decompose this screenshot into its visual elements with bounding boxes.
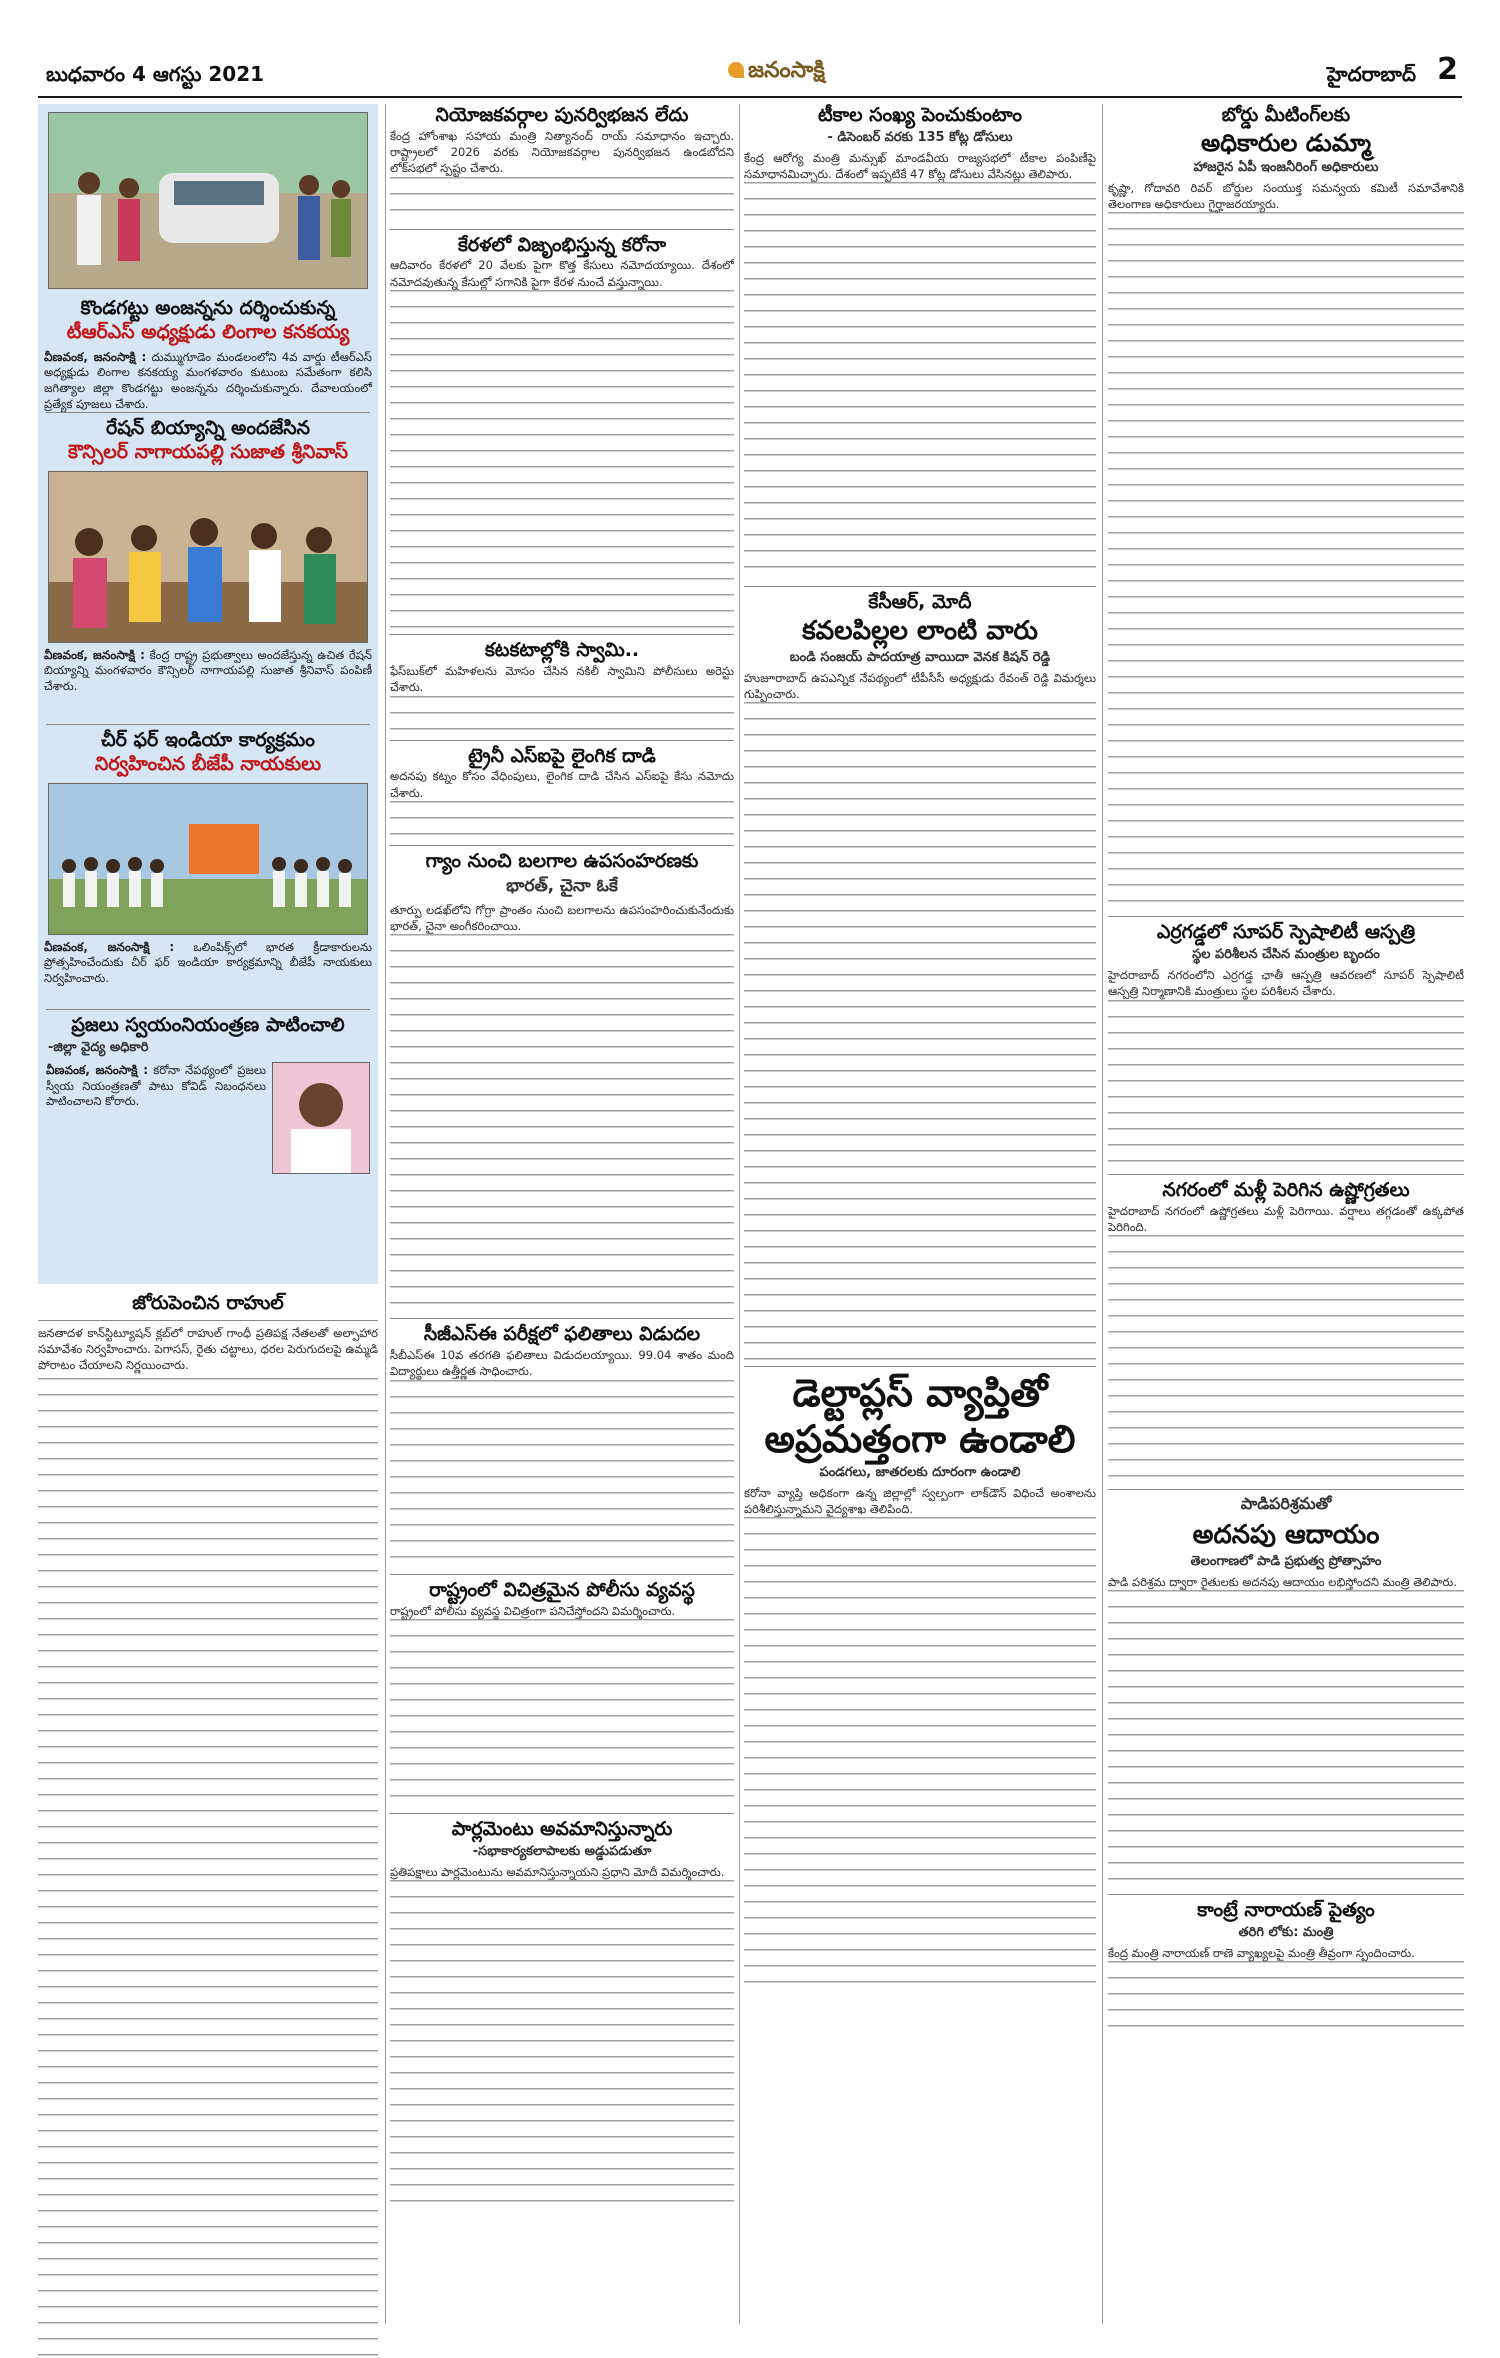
story-2-body	[44, 647, 372, 696]
story-2-dateline: వీణవంక, జనంసాక్షి :	[44, 647, 145, 662]
delta-plus-text: కరోనా వ్యాప్తి అధికంగా ఉన్న జిల్లాల్లో స్వల్పంగా లాక్‌డౌన్ విధించే అంశాలను పరిశీలిస్తున్నామని వైద్యశాఖ తెలిపింది.	[744, 1485, 1096, 1516]
kerala-corona-body	[390, 290, 734, 630]
gogra-text: తూర్పు లడఖ్‌లోని గోగ్రా ప్రాంతం నుంచి బలగాలను ఉపసంహరించుకునేందుకు భారత్, చైనా అంగీకరించాయి.	[390, 902, 734, 934]
story-4-portrait	[272, 1062, 370, 1174]
photo-ration-distribution	[49, 472, 367, 642]
delimitation-body	[390, 177, 734, 225]
kcr-modi-headline: కేసీఆర్, మోదీ	[868, 591, 972, 614]
page-number: 2	[1437, 52, 1458, 87]
delta-plus-subhead: పండగలు, జాతరలకు దూరంగా ఉండాలి	[819, 1464, 1021, 1480]
column-2	[390, 104, 734, 2210]
story-3-headline: చీర్ ఫర్ ఇండియా కార్యక్రమం	[101, 729, 315, 751]
gogra-subhead: భారత్, చైనా ఓకే	[506, 875, 618, 896]
cbse-headline: సీజీఎస్‌ఈ పరీక్షలో ఫలితాలు విడుదల	[423, 1323, 701, 1346]
rahul-body-text	[38, 1378, 378, 2358]
parliament-headline: పార్లమెంటు అవమానిస్తున్నారు	[451, 1817, 673, 1840]
story-3-dateline: వీణవంక, జనంసాక్షి :	[44, 939, 175, 954]
parliament-body	[390, 1880, 734, 2210]
kcr-modi-text: హుజూరాబాద్ ఉపఎన్నిక నేపథ్యంలో టీపీసీసీ అధ్యక్షుడు రేవంత్ రెడ్డి విమర్శలు గుప్పించారు.	[744, 670, 1096, 701]
story-4	[38, 1009, 378, 1174]
delimitation-headline: నియోజకవర్గాల పునర్విభజన లేదు	[435, 104, 689, 126]
portrait-photo	[273, 1063, 369, 1173]
board-meeting-headline: బోర్డు మీటింగ్‌లకు	[1221, 104, 1351, 126]
story-2-headline: రేషన్ బియ్యాన్ని అందజేసిన	[106, 417, 310, 439]
kerala-corona-text: ఆదివారం కేరళలో 20 వేలకు పైగా కొత్త కేసులు నమోదయ్యాయి. దేశంలో నమోదవుతున్న కేసుల్లో సగానికి పైగా కేరళ నుంచే వస్తున్నాయి.	[390, 258, 734, 289]
story-1-headline: కొండగట్టు అంజన్నను దర్శించుకున్న	[80, 297, 336, 319]
dairy-subhead: తెలంగాణలో పాడి ప్రభుత్వ ప్రోత్సాహం	[1190, 1553, 1382, 1569]
story-1	[38, 112, 378, 417]
story-1-body	[44, 349, 372, 413]
story-2-headline-2: కౌన్సిలర్ నాగాయపల్లి సుజాత శ్రీనివాస్	[67, 440, 349, 463]
parliament-subhead: -సభాకార్యకలాపాలకు అడ్డుపడుతూ	[472, 1843, 652, 1859]
rahul-story	[38, 1292, 378, 2358]
story-3-headline-2: నిర్వహించిన బీజేపీ నాయకులు	[94, 752, 322, 775]
police-system-headline: రాష్ట్రంలో విచిత్రమైన పోలీసు వ్యవస్థ	[429, 1578, 695, 1601]
newspaper-logo	[728, 58, 825, 88]
temperature-headline: నగరంలో మళ్లీ పెరిగిన ఉష్ణోగ్రతలు	[1162, 1178, 1410, 1201]
story-1-dateline: వీణవంక, జనంసాక్షి :	[44, 349, 147, 364]
story-2-text: కేంద్ర రాష్ట్ర ప్రభుత్వాలు అందజేస్తున్న ఉచిత రేషన్ బియ్యాన్ని మంగళవారం కౌన్సిలర్ నాగాయపల్లి సుజాత శ్రీనివాస్ పంపిణీ చేశారు.	[44, 647, 372, 694]
kerala-corona-headline: కేరళలో విజృంభిస్తున్న కరోనా	[458, 233, 666, 256]
delta-plus-headline: డెల్టాప్లస్ వ్యాప్తితో	[792, 1371, 1048, 1416]
swami-text: ఫేస్‌బుక్‌లో మహిళలను మోసం చేసిన నకిలీ స్వామిని పోలీసులు అరెస్టు చేశారు.	[390, 663, 734, 695]
story-3	[38, 724, 378, 991]
rane-subhead: తరిగి లోకు: మంత్రి	[1238, 1924, 1334, 1940]
cbse-text: సీబీఎస్‌ఈ 10వ తరగతి ఫలితాలు విడుదలయ్యాయి. 99.04 శాతం మంది విద్యార్థులు ఉత్తీర్ణత సాధించారు.	[390, 1348, 734, 1379]
rahul-headline: జోరుపెంచిన రాహుల్	[132, 1292, 284, 1314]
rane-text: కేంద్ర మంత్రి నారాయణ్ రాణె వ్యాఖ్యలపై మంత్రి తీవ్రంగా స్పందించారు.	[1108, 1945, 1415, 1960]
rahul-text: జనతాదళ కాన్‌స్టిట్యూషన్ క్లబ్‌లో రాహుల్ గాంధీ ప్రతిపక్ష నేతలతో అల్పాహార సమావేశం నిర్వహించారు. పెగాసస్, రైతు చట్టాలు, ధరల పెరుగుదలపై ఉమ్మడి పోరాటం చేయాలని నిర్ణయించారు.	[38, 1325, 378, 1373]
story-4-subhead: -జిల్లా వైద్య అధికారి	[48, 1039, 149, 1055]
sidebar-column	[38, 104, 378, 1284]
gogra-body	[390, 934, 734, 1314]
dairy-text: పాడి పరిశ్రమ ద్వారా రైతులకు అదనపు ఆదాయం లభిస్తోందని మంత్రి తెలిపారు.	[1108, 1574, 1457, 1589]
delta-plus-headline-2: అప్రమత్తంగా ఉండాలి	[764, 1416, 1076, 1461]
gogra-headline: గ్యాం నుంచి బలగాల ఉపసంహరణకు	[425, 849, 699, 872]
story-1-photo	[48, 112, 368, 289]
dairy-body	[1108, 1590, 1464, 1890]
vaccine-text: కేంద్ర ఆరోగ్య మంత్రి మన్సుఖ్ మాండవీయ రాజ్యసభలో టీకాల పంపిణీపై సమాధానమిచ్చారు. దేశంలో ఇప్పటికే 47 కోట్ల డోసులు వేసినట్లు తెలిపారు.	[744, 150, 1096, 182]
story-2	[38, 412, 378, 699]
masthead	[38, 52, 1462, 98]
board-meeting-subhead: హాజరైన ఏపీ ఇంజనీరింగ్ అధికారులు	[1193, 159, 1379, 175]
story-1-text: దుమ్ముగూడెం మండలంలోని 4వ వార్డు టీఆర్‌ఎస్ అధ్యక్షుడు లింగాల కనకయ్య మంగళవారం కుటుంబ సమేతంగా కలిసి జగిత్యాల జిల్లా కొండగట్టు అంజన్నను దర్శించుకున్నారు. దేవాలయంలో ప్రత్యేక పూజలు చేశారు.	[44, 349, 372, 412]
delimitation-text: కేంద్ర హోంశాఖ సహాయ మంత్రి నిత్యానంద్ రాయ్ సమాధానం ఇచ్చారు. రాష్ట్రాలలో 2026 వరకు నియోజకవర్గాల పునర్విభజన ఉండబోదని లోక్‌సభలో స్పష్టం చేశారు.	[390, 128, 734, 176]
story-1-headline-2: టీఆర్‌ఎస్ అధ్యక్షుడు లింగాల కనకయ్య	[66, 320, 350, 343]
cbse-body	[390, 1380, 734, 1570]
issue-date: బుధవారం 4 ఆగస్టు 2021	[46, 62, 265, 86]
board-meeting-text: కృష్ణా, గోదావరి రివర్ బోర్డుల సంయుక్త సమన్వయ కమిటీ సమావేశానికి తెలంగాణ అధికారులు గైర్హాజరయ్యారు.	[1108, 180, 1464, 212]
column-divider	[1102, 104, 1103, 2324]
trainee-si-headline: ట్రైనీ ఎస్‌ఐపై లైంగిక దాడి	[468, 744, 656, 767]
kcr-modi-subhead: బండి సంజయ్ పాదయాత్ర వాయిదా వెనక కిషన్ రెడ్డి	[789, 649, 1051, 665]
dairy-kicker: పాడిపరిశ్రమతో	[1240, 1494, 1332, 1514]
column-3	[744, 104, 1096, 1987]
police-system-body	[390, 1619, 734, 1809]
story-3-photo	[48, 783, 368, 935]
logo-text: జనంసాక్షి	[748, 58, 825, 83]
parliament-text: ప్రతిపక్షాలు పార్లమెంటును అవమానిస్తున్నాయని ప్రధాని మోదీ విమర్శించారు.	[390, 1864, 725, 1879]
erragadda-text: హైదరాబాద్ నగరంలోని ఎర్రగడ్డ ఛాతీ ఆస్పత్రి ఆవరణలో సూపర్ స్పెషాలిటీ ఆస్పత్రి నిర్మాణానికి మంత్రులు స్థల పరిశీలన చేశారు.	[1108, 968, 1464, 999]
story-4-headline: ప్రజలు స్వయంనియంత్రణ పాటించాలి	[71, 1014, 345, 1036]
kcr-modi-headline-2: కవలపిల్లల లాంటి వారు	[802, 616, 1038, 647]
photo-group-banner	[49, 784, 367, 934]
police-system-text: రాష్ట్రంలో పోలీసు వ్యవస్థ విచిత్రంగా పనిచేస్తోందని విమర్శించారు.	[390, 1603, 676, 1618]
erragadda-subhead: స్థల పరిశీలన చేసిన మంత్రుల బృందం	[1192, 947, 1380, 963]
erragadda-headline: ఎర్రగడ్డలో సూపర్ స్పెషాలిటీ ఆస్పత్రి	[1156, 921, 1416, 944]
rane-headline: కాంట్రే నారాయణ్ పైత్యం	[1197, 1899, 1375, 1922]
board-meeting-body	[1108, 212, 1464, 912]
photo-people-car	[49, 113, 367, 288]
vaccine-headline: టీకాల సంఖ్య పెంచుకుంటాం	[817, 104, 1023, 126]
delta-plus-body	[744, 1517, 1096, 1987]
erragadda-body	[1108, 1000, 1464, 1170]
dairy-headline: అదనపు ఆదాయం	[1192, 1520, 1380, 1551]
trainee-si-body	[390, 801, 734, 841]
story-3-body	[44, 939, 372, 988]
story-4-dateline: వీణవంక, జనంసాక్షి :	[46, 1062, 149, 1077]
flame-icon	[728, 62, 744, 78]
story-2-photo	[48, 471, 368, 643]
board-meeting-headline-2: అధికారుల డుమ్మా	[1200, 128, 1372, 157]
column-4	[1108, 104, 1464, 2041]
swami-headline: కటకటాల్లోకి స్వామి..	[484, 639, 640, 662]
temperature-text: హైదరాబాద్ నగరంలో ఉష్ణోగ్రతలు మళ్లీ పెరిగాయి. వర్షాలు తగ్గడంతో ఉక్కపోత పెరిగింది.	[1108, 1203, 1464, 1234]
temperature-body	[1108, 1235, 1464, 1485]
edition-name: హైదరాబాద్	[1326, 62, 1416, 86]
column-divider	[385, 104, 386, 2324]
rane-body	[1108, 1961, 1464, 2041]
kcr-modi-body	[744, 702, 1096, 1362]
swami-body	[390, 696, 734, 736]
vaccine-body	[744, 182, 1096, 582]
trainee-si-text: అదనపు కట్నం కోసం వేధింపులు, లైంగిక దాడి చేసిన ఎస్‌ఐపై కేసు నమోదు చేశారు.	[390, 769, 734, 800]
story-3-text: ఒలింపిక్స్‌లో భారత క్రీడాకారులను ప్రోత్సహించేందుకు చీర్ ఫర్ ఇండియా కార్యక్రమాన్ని బీజేపీ నాయకులు నిర్వహించారు.	[44, 939, 372, 986]
story-4-text: కరోనా నేపథ్యంలో ప్రజలు స్వీయ నియంత్రణతో పాటు కోవిడ్ నిబంధనలు పాటించాలని కోరారు.	[46, 1062, 266, 1109]
vaccine-subhead: - డిసెంబర్ వరకు 135 కోట్ల డోసులు	[827, 129, 1013, 145]
column-divider	[739, 104, 740, 2324]
